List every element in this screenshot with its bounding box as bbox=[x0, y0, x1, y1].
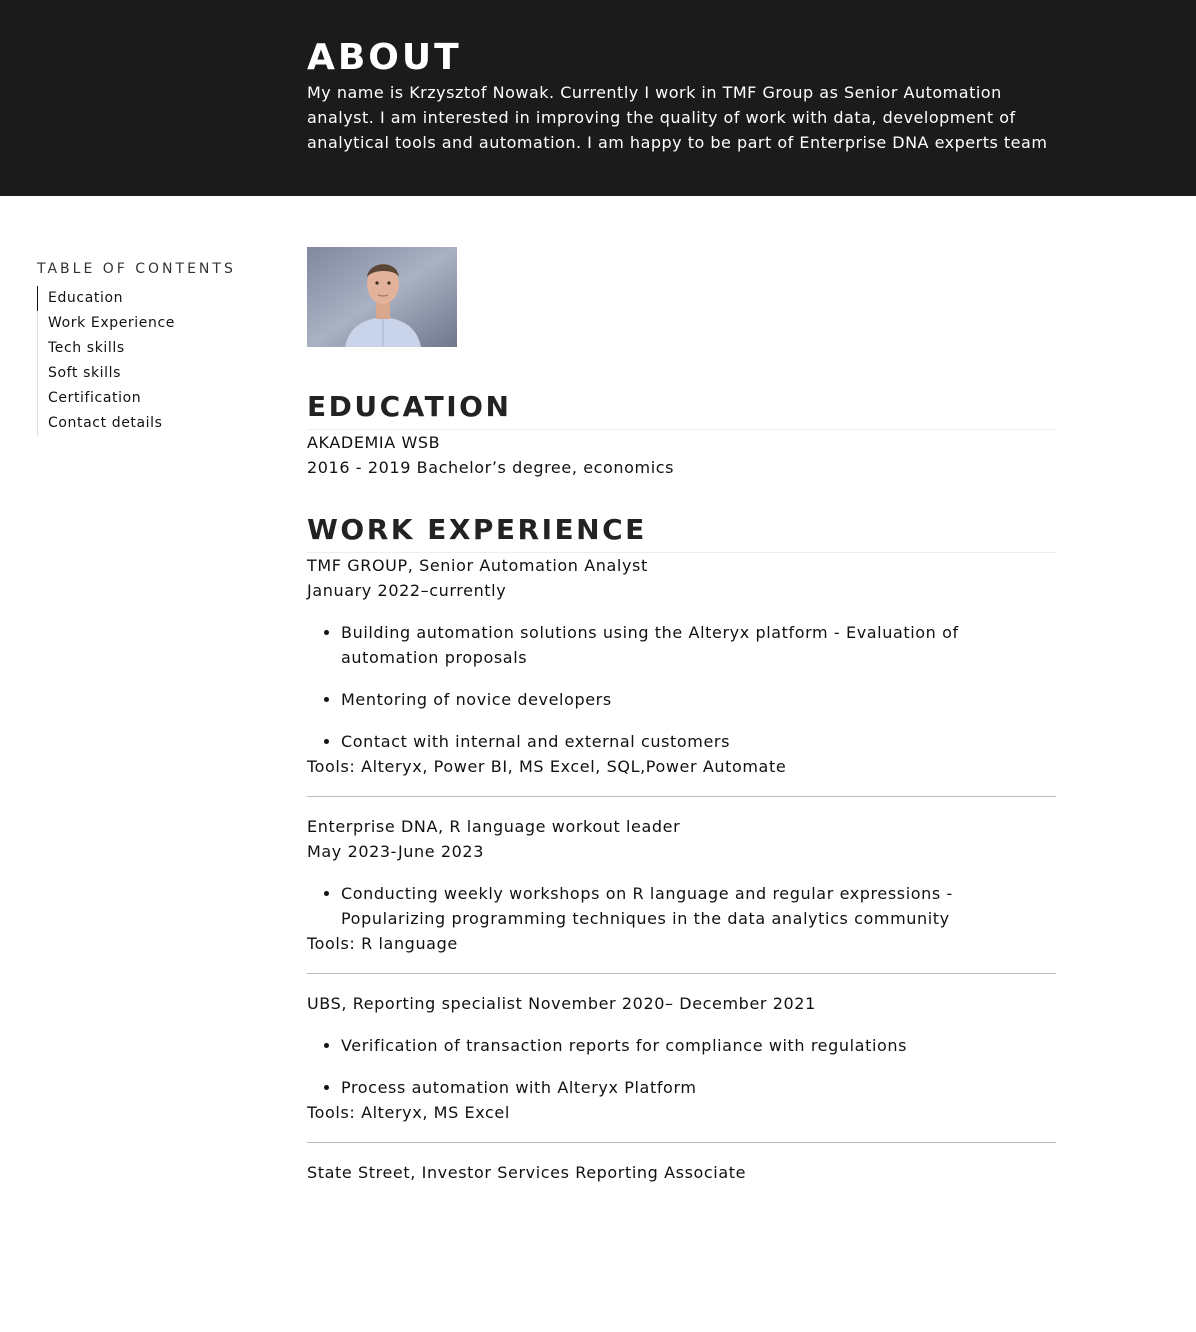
job-bullet: • Building automation solutions using the Alteryx platform - Evaluation of automation proposals bbox=[341, 620, 1056, 670]
job-bullet: • Mentoring of novice developers bbox=[341, 687, 1056, 712]
job-period: May 2023-June 2023 bbox=[307, 842, 484, 861]
education-title: EDUCATION bbox=[307, 389, 1056, 430]
job-tools: Tools: Alteryx, Power BI, MS Excel, SQL,Power Automate bbox=[307, 757, 787, 776]
education-section bbox=[307, 389, 1056, 480]
job-bullet: • Verification of transaction reports for compliance with regulations bbox=[341, 1033, 1056, 1058]
job-bullet: • Conducting weekly workshops on R language and regular expressions - Popularizing programming techniques in the data analytics community bbox=[341, 881, 1056, 931]
about-header bbox=[0, 0, 1196, 196]
job-tools: Tools: Alteryx, MS Excel bbox=[307, 1103, 510, 1122]
job-divider bbox=[307, 973, 1056, 974]
toc-item-tech-skills[interactable]: Tech skills bbox=[48, 340, 125, 356]
education-school: AKADEMIA WSB bbox=[307, 433, 441, 452]
toc-item-education[interactable]: Education bbox=[37, 286, 277, 311]
toc-item-work-experience[interactable]: Work Experience bbox=[48, 315, 175, 331]
work-experience-title: WORK EXPERIENCE bbox=[307, 512, 1056, 553]
about-title: ABOUT bbox=[307, 37, 462, 78]
job-role: State Street, Investor Services Reporting Associate bbox=[307, 1163, 747, 1182]
toc-item-certification[interactable]: Certification bbox=[48, 390, 142, 406]
job-bullets bbox=[307, 620, 1056, 754]
table-of-contents bbox=[37, 260, 277, 436]
job-bullet: • Process automation with Alteryx Platform bbox=[341, 1075, 1056, 1100]
job-divider bbox=[307, 796, 1056, 797]
toc-item-soft-skills[interactable]: Soft skills bbox=[48, 365, 122, 381]
profile-photo bbox=[307, 247, 457, 347]
toc-item-contact-details[interactable]: Contact details bbox=[48, 415, 163, 431]
job-role: UBS, Reporting specialist November 2020– December 2021 bbox=[307, 994, 816, 1013]
job-bullets bbox=[307, 1033, 1056, 1100]
work-experience-section bbox=[307, 512, 1056, 1185]
education-degree: 2016 - 2019 Bachelor’s degree, economics bbox=[307, 458, 675, 477]
about-text: My name is Krzysztof Nowak. Currently I work in TMF Group as Senior Automation analyst. I am interested in improving the quality of work with data, development of analytical tools and automation. I am happy to be part of Enterprise DNA experts team bbox=[307, 83, 1048, 152]
job-divider bbox=[307, 1142, 1056, 1143]
job-bullets bbox=[307, 881, 1056, 931]
main-content bbox=[307, 247, 1056, 1185]
job-role: Enterprise DNA, R language workout leader bbox=[307, 817, 681, 836]
toc-list bbox=[37, 286, 277, 436]
toc-title: TABLE OF CONTENTS bbox=[37, 261, 236, 277]
job-period: January 2022–currently bbox=[307, 581, 507, 600]
profile-photo-image bbox=[307, 247, 457, 347]
job-bullet: • Contact with internal and external customers bbox=[341, 729, 1056, 754]
job-role: TMF GROUP, Senior Automation Analyst bbox=[307, 556, 648, 575]
job-tools: Tools: R language bbox=[307, 934, 458, 953]
